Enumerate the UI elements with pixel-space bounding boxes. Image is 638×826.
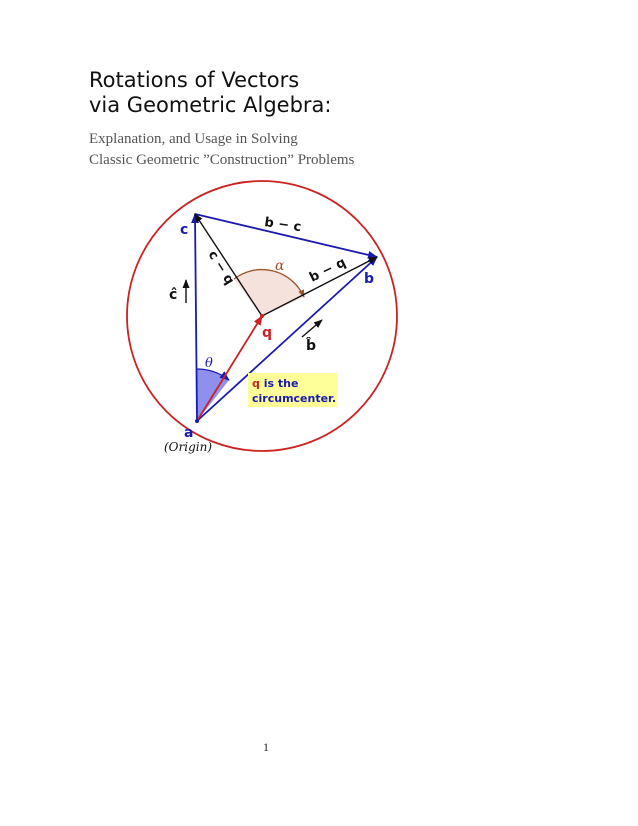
label-b-hat: b̂: [306, 338, 317, 354]
label-alpha: α: [275, 258, 285, 274]
label-a: a: [184, 425, 194, 441]
note-q: q: [252, 377, 260, 390]
note-line-1-rest: is the: [259, 377, 299, 390]
title-line-2: via Geometric Algebra:: [89, 93, 332, 117]
point-q: [260, 314, 264, 318]
subtitle-line-1: Explanation, and Usage in Solving: [89, 131, 298, 147]
label-theta: θ: [205, 356, 213, 371]
label-b-minus-c: b − c: [263, 215, 303, 236]
label-q: q: [262, 325, 273, 341]
alpha-angle-sector: [234, 270, 304, 316]
vector-c: [195, 214, 197, 421]
circumcenter-note-line-1: [252, 377, 298, 390]
label-origin: (Origin): [164, 440, 213, 454]
label-c: c: [180, 222, 189, 238]
title-line-1: Rotations of Vectors: [89, 68, 300, 92]
subtitle-line-2: Classic Geometric ”Construction” Problems: [89, 152, 355, 168]
label-b-minus-q: b − q: [307, 255, 349, 286]
label-c-minus-q: c − q: [204, 248, 237, 288]
circumcenter-note-line-2: circumcenter.: [252, 392, 337, 405]
label-c-hat: ĉ: [169, 287, 178, 303]
point-a: [195, 419, 199, 423]
label-b: b: [364, 271, 375, 287]
page-number: 1: [263, 740, 269, 754]
